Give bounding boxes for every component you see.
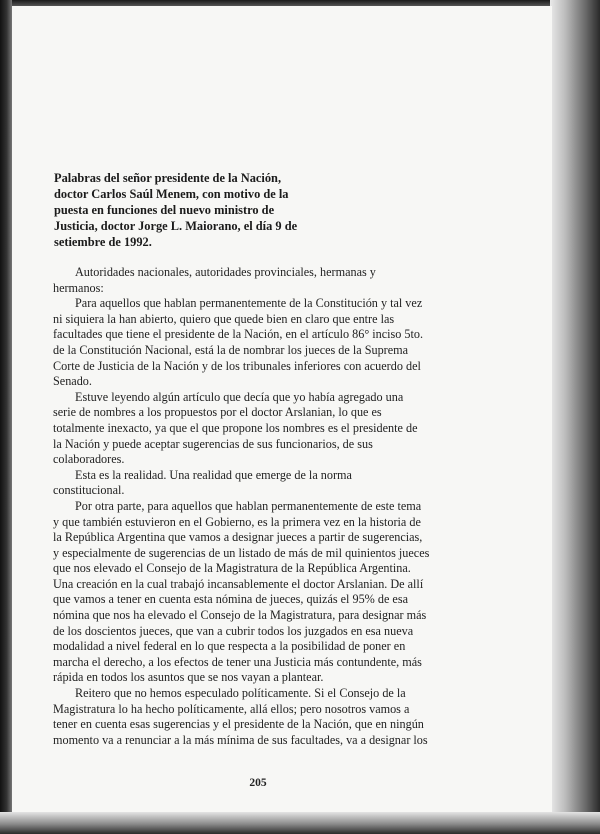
paragraph-reiteration: Reitero que no hemos especulado políticamente. Si el Consejo de la Magistratura lo ha hecho políticamente, allá ellos; pero nosotros vamos a tener en cuenta esas sugerencias y el presidente de la Nación, que en ningún momento va a renunciar a la más mínima de sus facultades, va a designar los xyxy=(53,686,428,747)
speech-heading: Palabras del señor presidente de la Nación, doctor Carlos Saúl Menem, con motivo de la puesta en funciones del nuevo ministro de Justicia, doctor Jorge L. Maiorano, el día 9 de setiembre de 1992. xyxy=(54,171,298,249)
speech-body xyxy=(53,265,463,748)
scan-border-left xyxy=(0,0,12,834)
scan-border-right xyxy=(550,0,600,834)
paragraph-magistracy-council: Por otra parte, para aquellos que hablan permanentemente de este tema y que también estuvieron en el Gobierno, es la primera vez en la historia de la República Argentina que vamos a designar jueces a partir de sugerencias, y especialmente de sugerencias de un listado de más de mil quinientos jueces que nos elevado el Consejo de la Magistratura de la República Argentina. Una creación en la cual trabajó incansablemente el doctor Arslanian. De allí que vamos a tener en cuenta esta nómina de jueces, quizás el 95% de esa nómina que nos ha elevado el Consejo de la Magistratura, para designar más de los doscientos jueces, que van a cubrir todos los juzgados en esa nueva modalidad a nivel federal en lo que respecta a la posibilidad de poner en marcha el derecho, a los efectos de tener una Justicia más contundente, más rápida en todos los asuntos que se nos vayan a plantear. xyxy=(53,498,430,685)
paragraph-greeting: Autoridades nacionales, autoridades provinciales, hermanas y hermanos: xyxy=(53,265,376,295)
page-number: 205 xyxy=(249,777,267,789)
scan-border-bottom xyxy=(0,812,600,834)
paragraph-reality: Esta es la realidad. Una realidad que emerge de la norma constitucional. xyxy=(53,467,352,498)
paragraph-names-list: Estuve leyendo algún artículo que decía que yo había agregado una serie de nombres a los propuestos por el doctor Arslanian, lo que es totalmente inexacto, ya que el que propone los nombres es el presidente de la Nación y puede aceptar sugerencias de sus funcionarios, de sus colaboradores. xyxy=(53,389,418,467)
paragraph-constitution: Para aquellos que hablan permanentemente de la Constitución y tal vez ni siquiera la han abierto, quiero que quede bien en claro que entre las facultades que tiene el presidente de la Nación, en el artículo 86° inciso 5to. de la Constitución Nacional, está la de nombrar los jueces de la Suprema Corte de Justicia de la Nación y de los tribunales inferiores con acuerdo del Senado. xyxy=(53,296,424,389)
